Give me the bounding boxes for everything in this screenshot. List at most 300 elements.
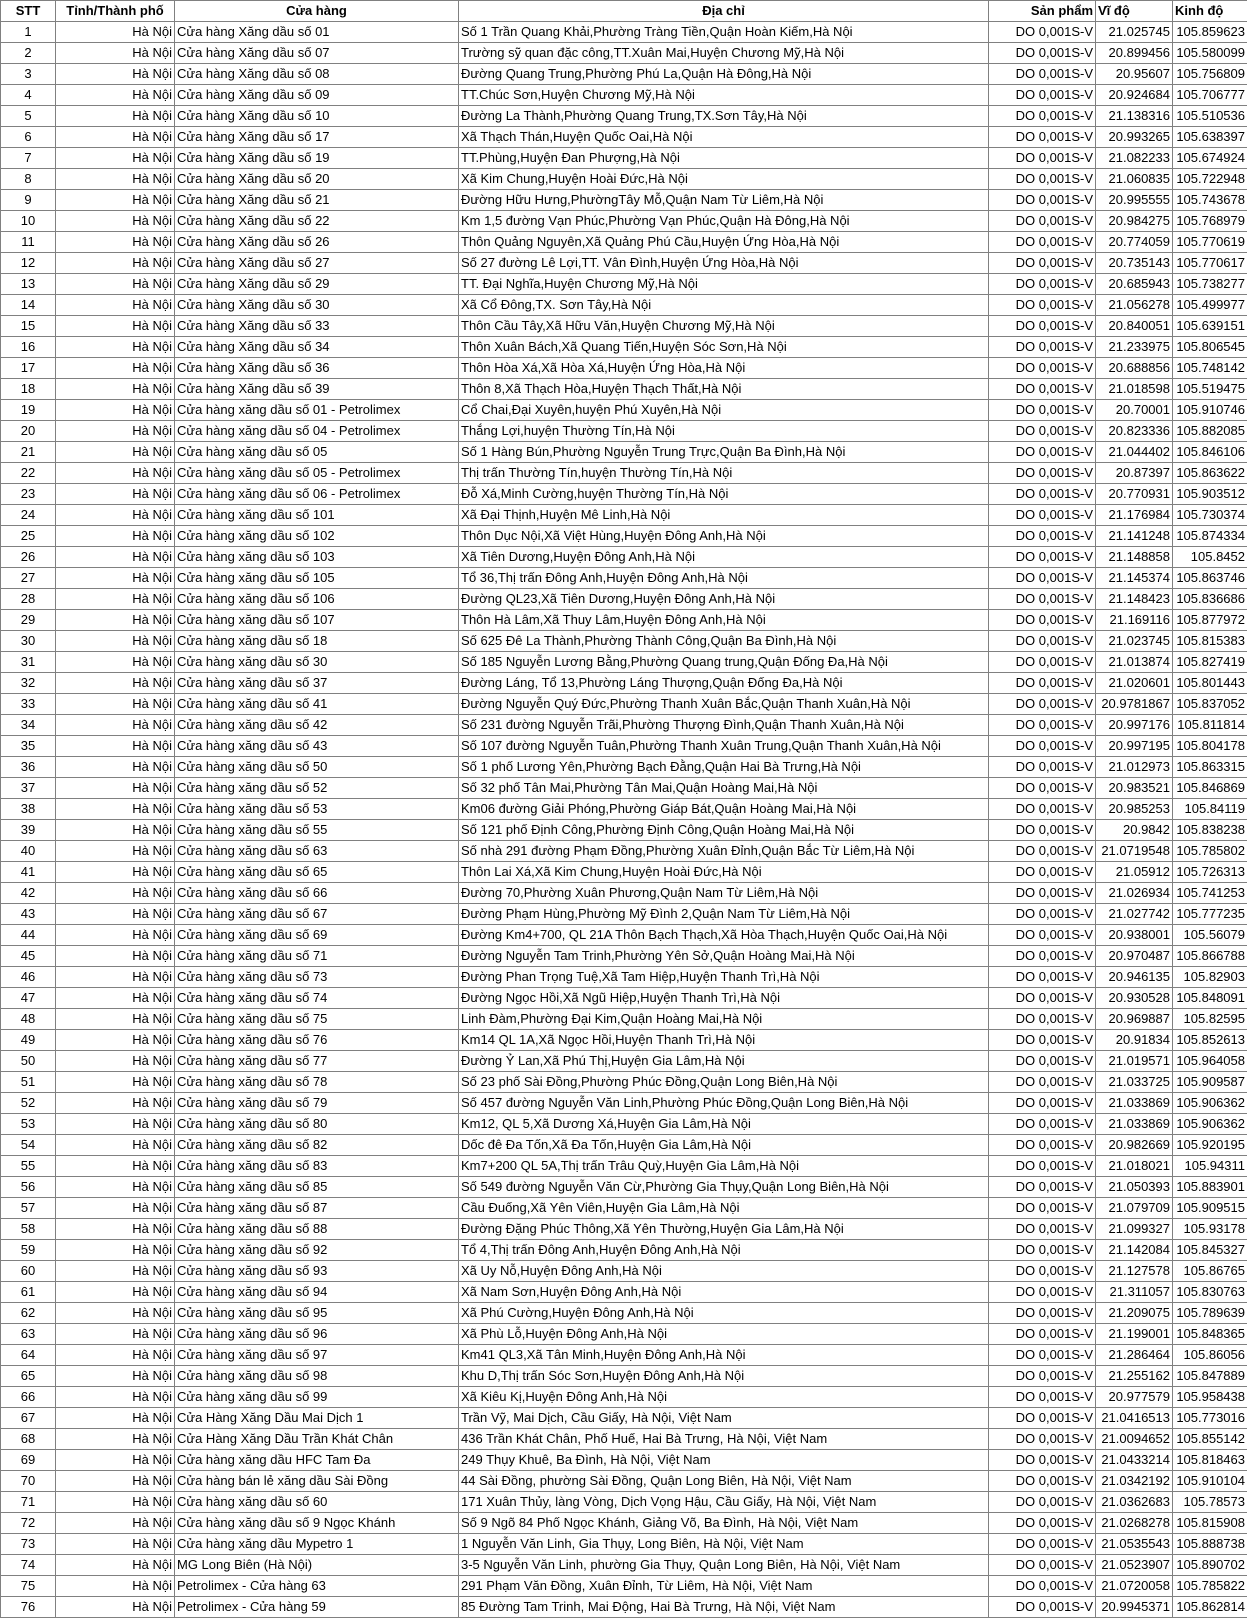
cell-latitude: 21.0523907 [1096,1555,1173,1576]
table-row [1,547,1247,568]
cell-latitude: 20.685943 [1096,274,1173,295]
table-row [1,505,1247,526]
table-row [1,820,1247,841]
table-body [1,22,1247,1618]
cell-store: Cửa Hàng Xăng Dầu Mai Dịch 1 [175,1408,459,1429]
cell-province: Hà Nội [56,1261,175,1282]
cell-store: Cửa hàng xăng dầu số 06 - Petrolimex [175,484,459,505]
cell-address: Xã Kim Chung,Huyện Hoài Đức,Hà Nội [459,169,989,190]
cell-product: DO 0,001S-V [989,1429,1096,1450]
table-row [1,484,1247,505]
cell-latitude: 20.95607 [1096,64,1173,85]
cell-product: DO 0,001S-V [989,64,1096,85]
cell-longitude: 105.93178 [1173,1219,1247,1240]
cell-store: Cửa hàng xăng dầu số 98 [175,1366,459,1387]
cell-address: 171 Xuân Thủy, làng Vòng, Dịch Vọng Hậu, Cầu Giấy, Hà Nội, Việt Nam [459,1492,989,1513]
cell-longitude: 105.730374 [1173,505,1247,526]
cell-store: Cửa hàng Xăng dầu số 09 [175,85,459,106]
table-row [1,694,1247,715]
cell-stt: 49 [1,1030,56,1051]
cell-longitude: 105.56079 [1173,925,1247,946]
cell-product: DO 0,001S-V [989,1324,1096,1345]
cell-address: Km41 QL3,Xã Tân Minh,Huyện Đông Anh,Hà Nội [459,1345,989,1366]
cell-address: Xã Uy Nỗ,Huyện Đông Anh,Hà Nội [459,1261,989,1282]
cell-province: Hà Nội [56,22,175,43]
cell-stt: 24 [1,505,56,526]
column-header-address: Địa chỉ [459,1,989,22]
cell-province: Hà Nội [56,85,175,106]
cell-address: Số 185 Nguyễn Lương Bằng,Phường Quang trung,Quận Đống Đa,Hà Nội [459,652,989,673]
table-row [1,988,1247,1009]
cell-province: Hà Nội [56,631,175,652]
cell-longitude: 105.909587 [1173,1072,1247,1093]
cell-stt: 22 [1,463,56,484]
table-row [1,1114,1247,1135]
cell-address: 3-5 Nguyễn Văn Linh, phường Gia Thụy, Quận Long Biên, Hà Nội, Việt Nam [459,1555,989,1576]
cell-product: DO 0,001S-V [989,1345,1096,1366]
table-row [1,106,1247,127]
cell-latitude: 20.969887 [1096,1009,1173,1030]
cell-longitude: 105.785802 [1173,841,1247,862]
cell-store: Cửa hàng Xăng dầu số 39 [175,379,459,400]
cell-latitude: 21.0362683 [1096,1492,1173,1513]
cell-stt: 26 [1,547,56,568]
cell-longitude: 105.777235 [1173,904,1247,925]
table-row [1,967,1247,988]
cell-store: Cửa hàng xăng dầu số 82 [175,1135,459,1156]
cell-product: DO 0,001S-V [989,127,1096,148]
cell-province: Hà Nội [56,526,175,547]
cell-longitude: 105.815383 [1173,631,1247,652]
cell-province: Hà Nội [56,1135,175,1156]
cell-product: DO 0,001S-V [989,946,1096,967]
cell-stt: 8 [1,169,56,190]
table-row [1,442,1247,463]
cell-latitude: 20.823336 [1096,421,1173,442]
cell-latitude: 20.997195 [1096,736,1173,757]
cell-province: Hà Nội [56,1513,175,1534]
cell-stt: 42 [1,883,56,904]
cell-province: Hà Nội [56,1429,175,1450]
cell-stt: 19 [1,400,56,421]
cell-store: Cửa hàng xăng dầu số 41 [175,694,459,715]
cell-address: Đường Nguyễn Quý Đức,Phường Thanh Xuân Bắc,Quận Thanh Xuân,Hà Nội [459,694,989,715]
cell-longitude: 105.811814 [1173,715,1247,736]
cell-longitude: 105.706777 [1173,85,1247,106]
cell-province: Hà Nội [56,883,175,904]
cell-store: Cửa hàng xăng dầu số 73 [175,967,459,988]
cell-product: DO 0,001S-V [989,883,1096,904]
cell-province: Hà Nội [56,1219,175,1240]
cell-product: DO 0,001S-V [989,589,1096,610]
cell-address: Thôn Lai Xá,Xã Kim Chung,Huyện Hoài Đức,Hà Nội [459,862,989,883]
cell-product: DO 0,001S-V [989,778,1096,799]
cell-product: DO 0,001S-V [989,1576,1096,1597]
table-row [1,463,1247,484]
cell-province: Hà Nội [56,1597,175,1618]
cell-product: DO 0,001S-V [989,1471,1096,1492]
cell-address: Đường 70,Phường Xuân Phương,Quận Nam Từ Liêm,Hà Nội [459,883,989,904]
cell-stt: 36 [1,757,56,778]
cell-stt: 15 [1,316,56,337]
cell-longitude: 105.743678 [1173,190,1247,211]
cell-stt: 17 [1,358,56,379]
cell-address: Linh Đàm,Phường Đại Kim,Quận Hoàng Mai,Hà Nội [459,1009,989,1030]
cell-province: Hà Nội [56,106,175,127]
cell-stt: 52 [1,1093,56,1114]
cell-store: Cửa hàng xăng dầu số 80 [175,1114,459,1135]
cell-longitude: 105.726313 [1173,862,1247,883]
cell-stt: 10 [1,211,56,232]
cell-store: Cửa hàng xăng dầu số 76 [175,1030,459,1051]
cell-address: Km06 đường Giải Phóng,Phường Giáp Bát,Quận Hoàng Mai,Hà Nội [459,799,989,820]
table-row [1,1303,1247,1324]
cell-address: 436 Trần Khát Chân, Phố Huế, Hai Bà Trưng, Hà Nội, Việt Nam [459,1429,989,1450]
cell-province: Hà Nội [56,568,175,589]
cell-latitude: 21.082233 [1096,148,1173,169]
cell-latitude: 21.0719548 [1096,841,1173,862]
cell-address: Xã Tiên Dương,Huyện Đông Anh,Hà Nội [459,547,989,568]
cell-latitude: 21.311057 [1096,1282,1173,1303]
table-row [1,631,1247,652]
cell-product: DO 0,001S-V [989,610,1096,631]
cell-longitude: 105.863622 [1173,463,1247,484]
cell-longitude: 105.770619 [1173,232,1247,253]
cell-product: DO 0,001S-V [989,1282,1096,1303]
cell-product: DO 0,001S-V [989,169,1096,190]
table-row [1,1198,1247,1219]
cell-latitude: 21.141248 [1096,526,1173,547]
table-row [1,757,1247,778]
cell-stt: 55 [1,1156,56,1177]
cell-latitude: 21.209075 [1096,1303,1173,1324]
cell-latitude: 21.142084 [1096,1240,1173,1261]
cell-store: Cửa hàng Xăng dầu số 34 [175,337,459,358]
cell-latitude: 21.0720058 [1096,1576,1173,1597]
table-row [1,22,1247,43]
cell-longitude: 105.8452 [1173,547,1247,568]
table-row [1,925,1247,946]
cell-product: DO 0,001S-V [989,442,1096,463]
cell-province: Hà Nội [56,757,175,778]
cell-stt: 57 [1,1198,56,1219]
cell-store: Cửa hàng xăng dầu HFC Tam Đa [175,1450,459,1471]
cell-latitude: 21.169116 [1096,610,1173,631]
cell-store: Cửa hàng xăng dầu số 42 [175,715,459,736]
cell-latitude: 21.176984 [1096,505,1173,526]
cell-latitude: 20.982669 [1096,1135,1173,1156]
cell-longitude: 105.82595 [1173,1009,1247,1030]
cell-address: Số 549 đường Nguyễn Văn Cừ,Phường Gia Thụy,Quận Long Biên,Hà Nội [459,1177,989,1198]
cell-stt: 20 [1,421,56,442]
cell-stt: 65 [1,1366,56,1387]
table-row [1,127,1247,148]
cell-product: DO 0,001S-V [989,1513,1096,1534]
cell-longitude: 105.836686 [1173,589,1247,610]
cell-address: Số 1 Hàng Bún,Phường Nguyễn Trung Trực,Quận Ba Đình,Hà Nội [459,442,989,463]
cell-stt: 23 [1,484,56,505]
cell-address: Khu D,Thị trấn Sóc Sơn,Huyện Đông Anh,Hà Nội [459,1366,989,1387]
cell-province: Hà Nội [56,1492,175,1513]
cell-province: Hà Nội [56,1576,175,1597]
cell-longitude: 105.910746 [1173,400,1247,421]
cell-longitude: 105.770617 [1173,253,1247,274]
cell-product: DO 0,001S-V [989,568,1096,589]
cell-product: DO 0,001S-V [989,736,1096,757]
cell-province: Hà Nội [56,1471,175,1492]
table-row [1,589,1247,610]
cell-store: Cửa hàng xăng dầu số 18 [175,631,459,652]
cell-product: DO 0,001S-V [989,1114,1096,1135]
cell-province: Hà Nội [56,652,175,673]
cell-province: Hà Nội [56,1303,175,1324]
cell-province: Hà Nội [56,1282,175,1303]
cell-address: Đường Ngọc Hồi,Xã Ngũ Hiệp,Huyện Thanh Trì,Hà Nội [459,988,989,1009]
cell-store: Cửa hàng Xăng dầu số 19 [175,148,459,169]
cell-address: Km7+200 QL 5A,Thị trấn Trâu Quỳ,Huyện Gia Lâm,Hà Nội [459,1156,989,1177]
table-row [1,1030,1247,1051]
cell-product: DO 0,001S-V [989,820,1096,841]
cell-stt: 14 [1,295,56,316]
cell-address: Thôn Quảng Nguyên,Xã Quảng Phú Cầu,Huyện Ứng Hòa,Hà Nội [459,232,989,253]
cell-province: Hà Nội [56,1093,175,1114]
cell-stt: 12 [1,253,56,274]
cell-longitude: 105.768979 [1173,211,1247,232]
table-row [1,379,1247,400]
cell-address: Tổ 4,Thị trấn Đông Anh,Huyện Đông Anh,Hà Nội [459,1240,989,1261]
cell-longitude: 105.741253 [1173,883,1247,904]
table-row [1,610,1247,631]
table-row [1,1387,1247,1408]
cell-address: Số nhà 291 đường Phạm Đồng,Phường Xuân Đỉnh,Quận Bắc Từ Liêm,Hà Nội [459,841,989,862]
cell-stt: 50 [1,1051,56,1072]
table-row [1,1051,1247,1072]
cell-longitude: 105.86765 [1173,1261,1247,1282]
column-header-latitude: Vĩ độ [1096,1,1173,22]
cell-longitude: 105.846106 [1173,442,1247,463]
table-row [1,1408,1247,1429]
cell-longitude: 105.748142 [1173,358,1247,379]
table-row [1,232,1247,253]
table-row [1,148,1247,169]
cell-stt: 13 [1,274,56,295]
cell-longitude: 105.510536 [1173,106,1247,127]
cell-latitude: 21.023745 [1096,631,1173,652]
cell-stt: 62 [1,1303,56,1324]
table-row [1,1072,1247,1093]
table-row [1,190,1247,211]
cell-store: Cửa hàng xăng dầu Mypetro 1 [175,1534,459,1555]
cell-stt: 45 [1,946,56,967]
cell-store: Cửa hàng Xăng dầu số 10 [175,106,459,127]
cell-latitude: 21.025745 [1096,22,1173,43]
cell-latitude: 21.148858 [1096,547,1173,568]
cell-stt: 68 [1,1429,56,1450]
cell-product: DO 0,001S-V [989,925,1096,946]
cell-product: DO 0,001S-V [989,358,1096,379]
cell-address: Km12, QL 5,Xã Dương Xá,Huyện Gia Lâm,Hà Nội [459,1114,989,1135]
cell-latitude: 20.997176 [1096,715,1173,736]
cell-product: DO 0,001S-V [989,1492,1096,1513]
table-row [1,1534,1247,1555]
cell-longitude: 105.866788 [1173,946,1247,967]
cell-address: Số 1 phố Lương Yên,Phường Bạch Đằng,Quận Hai Bà Trưng,Hà Nội [459,757,989,778]
table-row [1,1177,1247,1198]
cell-product: DO 0,001S-V [989,1072,1096,1093]
cell-product: DO 0,001S-V [989,148,1096,169]
cell-longitude: 105.82903 [1173,967,1247,988]
cell-product: DO 0,001S-V [989,253,1096,274]
cell-store: Cửa hàng xăng dầu số 97 [175,1345,459,1366]
cell-product: DO 0,001S-V [989,1198,1096,1219]
cell-address: TT.Chúc Sơn,Huyện Chương Mỹ,Hà Nội [459,85,989,106]
cell-store: Cửa hàng Xăng dầu số 30 [175,295,459,316]
cell-product: DO 0,001S-V [989,484,1096,505]
cell-product: DO 0,001S-V [989,1408,1096,1429]
table-row [1,1345,1247,1366]
cell-province: Hà Nội [56,421,175,442]
cell-longitude: 105.862814 [1173,1597,1247,1618]
cell-province: Hà Nội [56,1240,175,1261]
cell-stt: 7 [1,148,56,169]
cell-stt: 27 [1,568,56,589]
cell-store: Cửa hàng Xăng dầu số 33 [175,316,459,337]
table-row [1,1261,1247,1282]
table-row [1,295,1247,316]
cell-stt: 1 [1,22,56,43]
cell-longitude: 105.674924 [1173,148,1247,169]
cell-address: 85 Đường Tam Trinh, Mai Động, Hai Bà Trưng, Hà Nội, Việt Nam [459,1597,989,1618]
cell-address: Số 1 Trần Quang Khải,Phường Tràng Tiền,Quận Hoàn Kiếm,Hà Nội [459,22,989,43]
table-row [1,274,1247,295]
cell-longitude: 105.848091 [1173,988,1247,1009]
cell-province: Hà Nội [56,589,175,610]
table-row [1,400,1247,421]
cell-latitude: 21.020601 [1096,673,1173,694]
cell-longitude: 105.806545 [1173,337,1247,358]
cell-longitude: 105.84119 [1173,799,1247,820]
cell-address: Đường Hữu Hưng,PhườngTây Mỗ,Quận Nam Từ Liêm,Hà Nội [459,190,989,211]
cell-province: Hà Nội [56,1534,175,1555]
cell-longitude: 105.804178 [1173,736,1247,757]
cell-province: Hà Nội [56,1030,175,1051]
cell-province: Hà Nội [56,64,175,85]
cell-address: 249 Thụy Khuê, Ba Đình, Hà Nội, Việt Nam [459,1450,989,1471]
cell-stt: 39 [1,820,56,841]
cell-latitude: 21.0535543 [1096,1534,1173,1555]
cell-store: Cửa hàng xăng dầu số 05 - Petrolimex [175,463,459,484]
cell-latitude: 21.0342192 [1096,1471,1173,1492]
cell-product: DO 0,001S-V [989,1366,1096,1387]
cell-latitude: 20.993265 [1096,127,1173,148]
cell-stt: 16 [1,337,56,358]
cell-address: Dốc đê Đa Tốn,Xã Đa Tốn,Huyện Gia Lâm,Hà Nội [459,1135,989,1156]
cell-stt: 66 [1,1387,56,1408]
table-row [1,1576,1247,1597]
column-header-stt: STT [1,1,56,22]
cell-address: Xã Cổ Đông,TX. Sơn Tây,Hà Nội [459,295,989,316]
cell-address: Số 32 phố Tân Mai,Phường Tân Mai,Quận Hoàng Mai,Hà Nội [459,778,989,799]
table-row [1,1324,1247,1345]
cell-province: Hà Nội [56,316,175,337]
cell-stt: 59 [1,1240,56,1261]
cell-province: Hà Nội [56,43,175,64]
cell-longitude: 105.838238 [1173,820,1247,841]
cell-province: Hà Nội [56,820,175,841]
cell-product: DO 0,001S-V [989,1303,1096,1324]
table-header [1,1,1247,22]
cell-province: Hà Nội [56,127,175,148]
cell-latitude: 21.0268278 [1096,1513,1173,1534]
cell-store: Cửa hàng xăng dầu số 87 [175,1198,459,1219]
cell-stt: 32 [1,673,56,694]
table-row [1,883,1247,904]
cell-province: Hà Nội [56,274,175,295]
cell-province: Hà Nội [56,1051,175,1072]
cell-address: Đường Đặng Phúc Thông,Xã Yên Thường,Huyện Gia Lâm,Hà Nội [459,1219,989,1240]
cell-longitude: 105.958438 [1173,1387,1247,1408]
cell-longitude: 105.920195 [1173,1135,1247,1156]
cell-store: Cửa hàng Xăng dầu số 27 [175,253,459,274]
cell-latitude: 21.0094652 [1096,1429,1173,1450]
cell-stt: 43 [1,904,56,925]
cell-longitude: 105.789639 [1173,1303,1247,1324]
cell-latitude: 21.233975 [1096,337,1173,358]
cell-address: 44 Sài Đồng, phường Sài Đồng, Quận Long Biên, Hà Nội, Việt Nam [459,1471,989,1492]
cell-stt: 73 [1,1534,56,1555]
cell-address: Số 107 đường Nguyễn Tuân,Phường Thanh Xuân Trung,Quận Thanh Xuân,Hà Nội [459,736,989,757]
cell-stt: 21 [1,442,56,463]
cell-stt: 56 [1,1177,56,1198]
table-row [1,64,1247,85]
cell-stt: 74 [1,1555,56,1576]
cell-latitude: 21.033869 [1096,1093,1173,1114]
cell-address: Km 1,5 đường Vạn Phúc,Phường Vạn Phúc,Quận Hà Đông,Hà Nội [459,211,989,232]
cell-latitude: 20.995555 [1096,190,1173,211]
cell-store: Cửa hàng xăng dầu số 9 Ngọc Khánh [175,1513,459,1534]
cell-address: Thôn Cầu Tây,Xã Hữu Văn,Huyện Chương Mỹ,Hà Nội [459,316,989,337]
cell-stt: 28 [1,589,56,610]
cell-store: Cửa hàng Xăng dầu số 36 [175,358,459,379]
table-row [1,1135,1247,1156]
cell-province: Hà Nội [56,1387,175,1408]
cell-latitude: 20.970487 [1096,946,1173,967]
cell-store: Cửa hàng xăng dầu số 93 [175,1261,459,1282]
cell-store: Cửa hàng xăng dầu số 63 [175,841,459,862]
cell-store: Cửa hàng xăng dầu số 52 [175,778,459,799]
cell-stt: 38 [1,799,56,820]
cell-store: Cửa hàng xăng dầu số 01 - Petrolimex [175,400,459,421]
cell-stt: 37 [1,778,56,799]
cell-product: DO 0,001S-V [989,652,1096,673]
cell-store: Cửa hàng Xăng dầu số 29 [175,274,459,295]
cell-longitude: 105.906362 [1173,1114,1247,1135]
table-row [1,1156,1247,1177]
cell-latitude: 21.056278 [1096,295,1173,316]
cell-product: DO 0,001S-V [989,1009,1096,1030]
cell-latitude: 20.983521 [1096,778,1173,799]
cell-latitude: 21.033725 [1096,1072,1173,1093]
cell-store: Cửa hàng xăng dầu số 92 [175,1240,459,1261]
cell-longitude: 105.827419 [1173,652,1247,673]
table-row [1,799,1247,820]
cell-longitude: 105.888738 [1173,1534,1247,1555]
cell-province: Hà Nội [56,190,175,211]
cell-latitude: 20.9781867 [1096,694,1173,715]
cell-stt: 40 [1,841,56,862]
cell-latitude: 21.018598 [1096,379,1173,400]
cell-stt: 54 [1,1135,56,1156]
